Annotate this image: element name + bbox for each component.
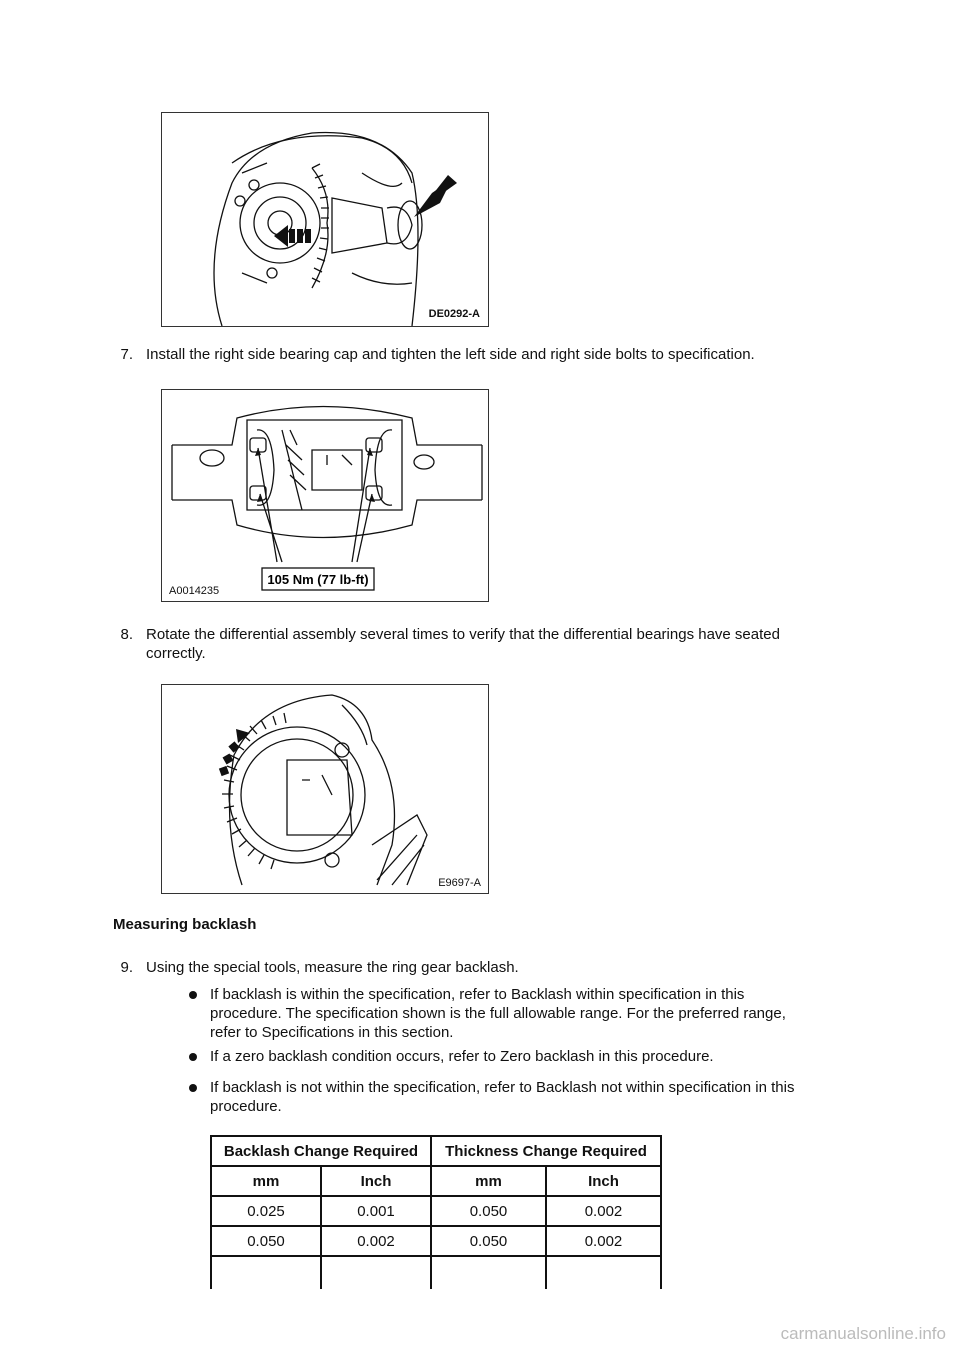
bullet-line: refer to Specifications in this section. (210, 1024, 454, 1041)
step-7 (109, 345, 909, 365)
table-cell: 0.050 (431, 1226, 546, 1256)
table-sub-header: mm (431, 1166, 546, 1196)
bullet-line: procedure. (210, 1098, 282, 1115)
bullet-line: procedure. The specification shown is the full allowable range. For the preferred range, (210, 1005, 786, 1022)
table-cell (431, 1256, 546, 1289)
table-row-empty (211, 1256, 661, 1289)
table-cell: 0.002 (321, 1226, 431, 1256)
bullet-dot-icon (189, 1084, 197, 1092)
step-text: Using the special tools, measure the ring gear backlash. (146, 959, 519, 976)
figure-code: E9697-A (438, 877, 481, 889)
bullet-line: If a zero backlash condition occurs, refer to Zero backlash in this procedure. (210, 1048, 714, 1065)
table-sub-header: Inch (546, 1166, 661, 1196)
figure-code: DE0292-A (428, 308, 480, 320)
table-cell (211, 1256, 321, 1289)
step-text-line-2: correctly. (146, 645, 206, 662)
figure-differential-bearing (161, 112, 489, 327)
step-number: 9. (120, 959, 133, 976)
bullet-item (189, 1078, 869, 1118)
bullet-item (189, 1047, 869, 1067)
watermark: carmanualsonline.info (780, 1324, 946, 1343)
bullet-item (189, 985, 869, 1042)
table-group-header: Backlash Change Required (211, 1136, 431, 1166)
step-text-line-1: Rotate the differential assembly several times to verify that the differential bearings have seated (146, 626, 780, 643)
torque-callout: 105 Nm (77 lb-ft) (267, 572, 369, 587)
table-cell: 0.002 (546, 1196, 661, 1226)
bearing-cap-drawing (162, 390, 488, 601)
differential-bearing-drawing (162, 113, 488, 326)
figure-rotate-differential (161, 684, 489, 894)
figure-bearing-cap-torque (161, 389, 489, 602)
step-text: Install the right side bearing cap and tighten the left side and right side bolts to specification. (146, 346, 755, 363)
step-number: 8. (120, 626, 133, 643)
bullet-line: If backlash is within the specification, refer to Backlash within specification in this (210, 986, 745, 1003)
table-group-header: Thickness Change Required (431, 1136, 661, 1166)
rotate-differential-drawing (162, 685, 488, 893)
bullet-dot-icon (189, 1053, 197, 1061)
table-sub-header-row (211, 1166, 661, 1196)
table-cell: 0.050 (211, 1226, 321, 1256)
table-row (211, 1226, 661, 1256)
table-cell: 0.002 (546, 1226, 661, 1256)
bullet-line: If backlash is not within the specification, refer to Backlash not within specification in this (210, 1079, 795, 1096)
figure-code: A0014235 (169, 585, 220, 597)
table-cell (546, 1256, 661, 1289)
table-cell (321, 1256, 431, 1289)
table-row (211, 1196, 661, 1226)
section-heading: Measuring backlash (113, 916, 257, 933)
bullet-dot-icon (189, 991, 197, 999)
step-9 (109, 958, 909, 978)
table-cell: 0.050 (431, 1196, 546, 1226)
backlash-table (210, 1135, 662, 1289)
table-cell: 0.025 (211, 1196, 321, 1226)
table-group-header-row (211, 1136, 661, 1166)
table-sub-header: mm (211, 1166, 321, 1196)
table-sub-header: Inch (321, 1166, 431, 1196)
table-cell: 0.001 (321, 1196, 431, 1226)
step-number: 7. (120, 346, 133, 363)
step-8 (109, 625, 909, 665)
